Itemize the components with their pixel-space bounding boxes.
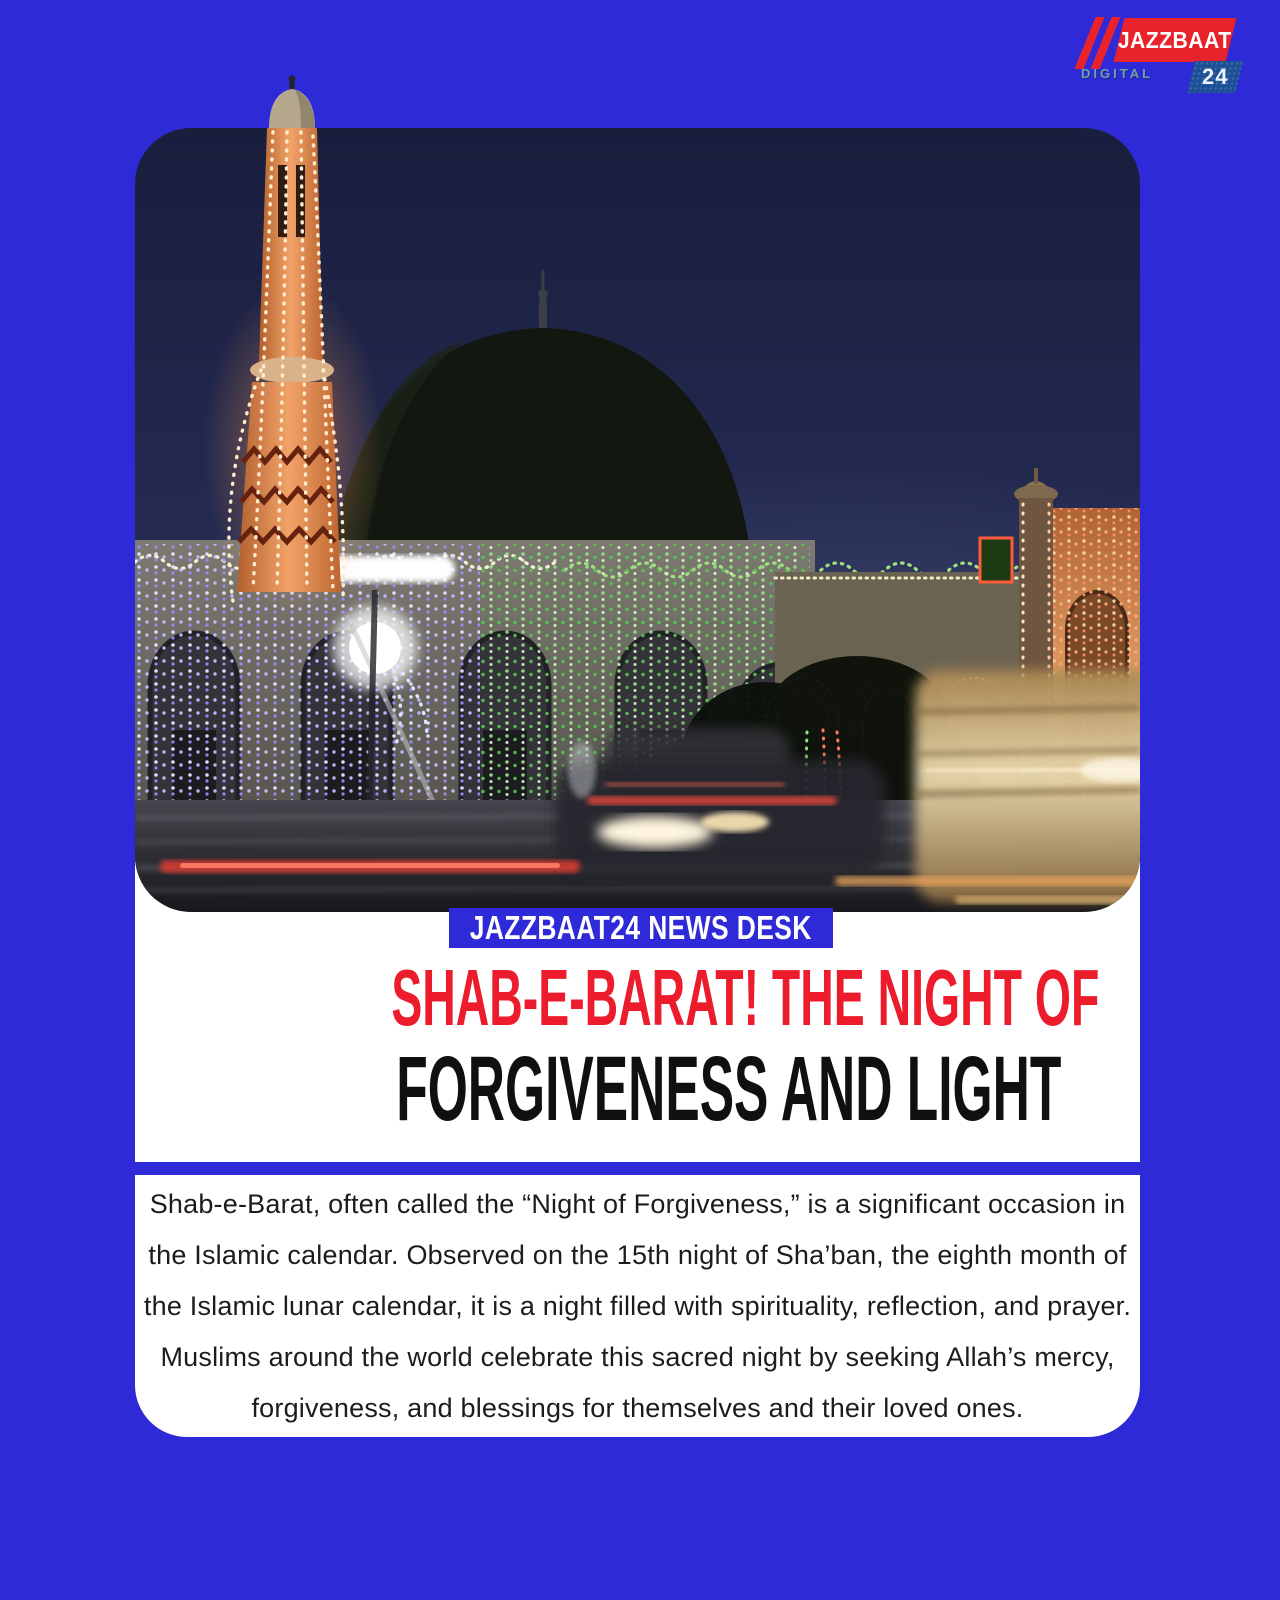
jazzbaat-logo	[1035, 14, 1240, 98]
body-line: the Islamic calendar. Observed on the 15th night of Sha’ban, the eighth month of	[148, 1239, 1127, 1270]
logo-brand-text: JAZZBAAT	[1118, 26, 1232, 53]
headline-line-2: FORGIVENESS AND LIGHT	[396, 1038, 1062, 1140]
mosque-photo	[135, 70, 1140, 912]
body-line: the Islamic lunar calendar, it is a night filled with spirituality, reflection, and prayer.	[143, 1290, 1132, 1321]
news-desk-banner	[449, 908, 833, 948]
logo-badge-text: 24	[1201, 64, 1229, 89]
news-desk-banner-label: JAZZBAAT24 NEWS DESK	[470, 909, 812, 946]
logo-brand-plate	[1114, 18, 1237, 62]
logo-24-badge	[1187, 61, 1243, 93]
body-line: forgiveness, and blessings for themselves and their loved ones.	[251, 1392, 1024, 1423]
headline-line-1: SHAB-E-BARAT! THE NIGHT OF	[391, 953, 1100, 1042]
logo-tagline: DIGITAL	[1081, 66, 1154, 81]
body-line: Muslims around the world celebrate this sacred night by seeking Allah’s mercy,	[160, 1341, 1115, 1372]
article-body-card	[135, 1175, 1140, 1437]
body-line: Shab-e-Barat, often called the “Night of Forgiveness,” is a significant occasion in	[149, 1188, 1126, 1219]
